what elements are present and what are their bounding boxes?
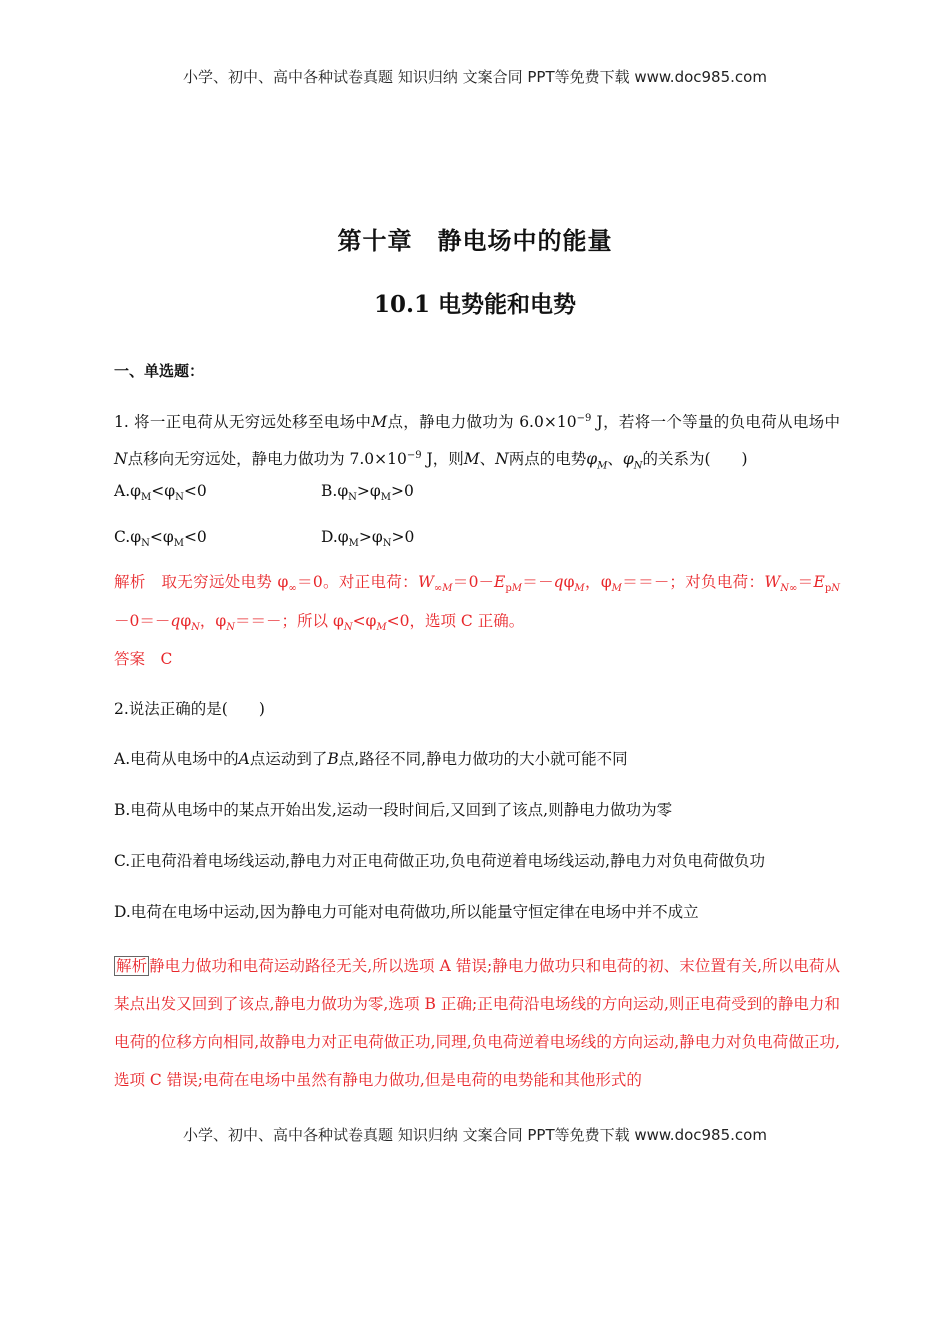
q1-option-b: $B.\varphi_N>\varphi_M>0$ bbox=[321, 482, 414, 504]
question-1-stem: 1. 将一正电荷从无穷远处移至电场中M点，静电力做功为 $6.0\times 10^{-9}$ J，若将一个等量的负电荷从电场中N点移向无穷远处，静电力做功为 $7.0\times 10^{-9}$ J，则M、N两点的电势$\varphi_M$、$\varphi_N$的关系为( ) bbox=[114, 413, 840, 472]
header-banner: 小学、初中、高中各种试卷真题 知识归纳 文案合同 PPT等免费下载 www.doc985.com bbox=[183, 68, 767, 86]
q1-option-c: $C.\varphi_N<\varphi_M<0$ bbox=[114, 528, 207, 550]
q2-option-d: D.电荷在电场中运动,因为静电力可能对电荷做功,所以能量守恒定律在电场中并不成立 bbox=[114, 903, 699, 921]
analysis-label: 解析 bbox=[116, 957, 148, 975]
question-2-stem: 2.说法正确的是( ) bbox=[114, 700, 265, 718]
q2-option-c: C.正电荷沿着电场线运动,静电力对正电荷做正功,负电荷逆着电场线运动,静电力对负电荷做负功 bbox=[114, 852, 766, 870]
q1-analysis-text: 取无穷远处电势 $\varphi_\infty=0$。对正电荷：$W_{\infty M}=0-E_{pM}=-q\varphi_M$，$\varphi_M==-$；对负电荷：$W_{N\infty}=E_{pN}-0=-q\varphi_N$，$\varphi_N==-$；所以 $\varphi_N<\varphi_M<0$，选项 C 正确。 bbox=[114, 573, 840, 634]
q1-option-a: $A.\varphi_M<\varphi_N<0$ bbox=[114, 482, 207, 504]
footer-banner: 小学、初中、高中各种试卷真题 知识归纳 文案合同 PPT等免费下载 www.doc985.com bbox=[183, 1126, 767, 1144]
q2-analysis-text: 静电力做功和电荷运动路径无关,所以选项 A 错误;静电力做功只和电荷的初、末位置有关,所以电荷从某点出发又回到了该点,静电力做功为零,选项 B 正确;正电荷沿电场线的方向运动,则正电荷受到的静电力和电荷的位移方向相同,故静电力对正电荷做正功,同理,负电荷逆着电场线的方向运动,静电力对负电荷做正功,选项 C 错误;电荷在电场中虽然有静电力做功,但是电荷的电势能和其他形式的 bbox=[114, 957, 840, 1089]
section-title: 10.1 电势能和电势 bbox=[373, 291, 577, 318]
q2-option-b: B.电荷从电场中的某点开始出发,运动一段时间后,又回到了该点,则静电力做功为零 bbox=[114, 801, 673, 819]
analysis-label: 解析 bbox=[114, 573, 146, 591]
answer-label: 答案 bbox=[114, 650, 146, 668]
q2-option-a: A.电荷从电场中的A点运动到了B点,路径不同,静电力做功的大小就可能不同 bbox=[114, 750, 628, 768]
q2-analysis bbox=[114, 947, 840, 1099]
q1-answer bbox=[114, 643, 840, 676]
q1-analysis bbox=[114, 566, 840, 644]
q1-option-d: $D.\varphi_M>\varphi_N>0$ bbox=[321, 528, 415, 550]
section-heading: 一、单选题： bbox=[114, 362, 205, 380]
answer-value: C bbox=[160, 650, 173, 668]
chapter-title: 第十章 静电场中的能量 bbox=[337, 226, 613, 255]
